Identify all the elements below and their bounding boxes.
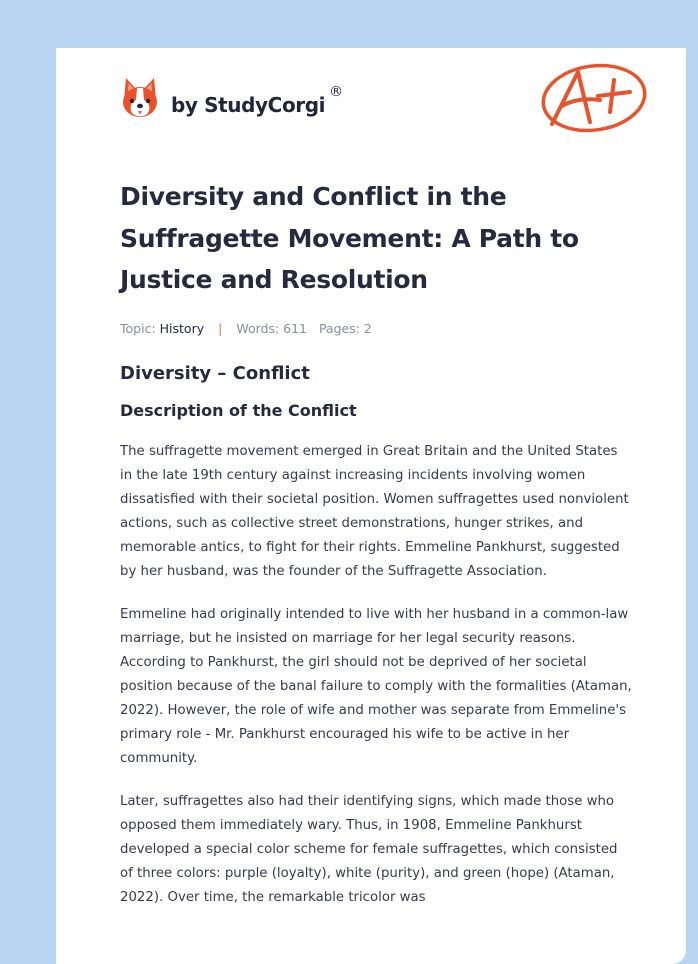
words-label: Words:	[236, 320, 280, 336]
paragraph: Later, suffragettes also had their identifying signs, which made those who opposed them immediately wary. Thus, in 1908, Emmeline Pankhurst developed a special color scheme for female suffragettes, which consisted of three colors: purple (loyalty), white (purity), and green (hope) (Ataman, 2022). Over time, the remarkable tricolor was	[120, 793, 618, 905]
document-page	[56, 48, 686, 964]
pages-value: 2	[363, 320, 372, 336]
a-plus-grade-icon	[538, 60, 650, 145]
article	[120, 176, 632, 910]
subsection-heading: Description of the Conflict	[120, 400, 357, 420]
pages-label: Pages:	[318, 320, 360, 336]
brand-name: by StudyCorgi	[171, 93, 326, 117]
article-meta	[120, 319, 632, 339]
meta-separator: |	[218, 320, 223, 336]
studycorgi-logo[interactable]	[120, 76, 343, 120]
topic-label: Topic:	[120, 320, 156, 336]
paragraph: Emmeline had originally intended to live with her husband in a common-law marriage, but he insisted on marriage for her legal security reasons. According to Pankhurst, the girl should not be deprived of her societal position because of the banal failure to comply with the formalities (Ataman, 2022). However, the role of wife and mother was separate from Emmeline's primary role - Mr. Pankhurst encouraged his wife to be active in her community.	[120, 606, 632, 766]
words-value: 611	[283, 320, 308, 336]
topic-link[interactable]: History	[159, 320, 205, 336]
paragraph: The suffragette movement emerged in Great Britain and the United States in the late 19th century against increasing incidents involving women dissatisfied with their societal position. Women suffragettes used nonviolent actions, such as collective street demonstrations, hunger strikes, and memorable antics, to fight for their rights. Emmeline Pankhurst, suggested by her husband, was the founder of the Suffragette Association.	[120, 443, 629, 579]
registered-mark: ®	[329, 84, 344, 100]
section-heading: Diversity – Conflict	[120, 362, 310, 384]
article-title: Diversity and Conflict in the Suffragette Movement: A Path to Justice and Resolution	[120, 182, 579, 294]
corgi-icon	[120, 76, 160, 120]
